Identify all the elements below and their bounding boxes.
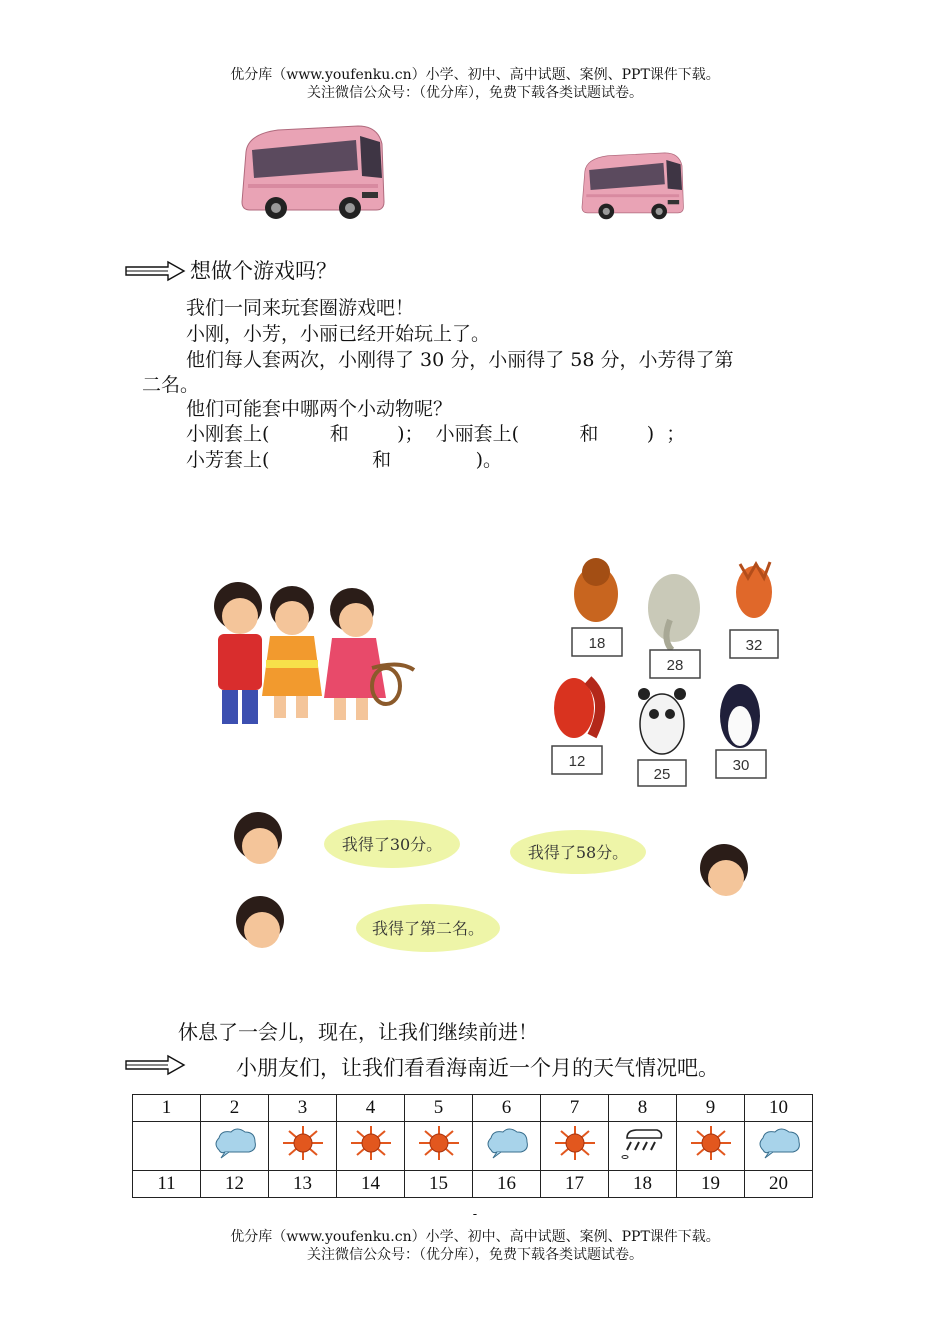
page-header-line1: 优分库（www.youfenku.cn）小学、初中、高中试题、案例、PPT课件下载。 — [230, 67, 720, 83]
weather-cell-empty — [133, 1122, 201, 1171]
squirrel-figure — [554, 678, 600, 738]
sun-icon — [551, 1124, 599, 1162]
answer-line-1: 小刚套上( 和 )； 小丽套上( 和 ) ； — [186, 423, 686, 445]
speech-text-1: 我得了30分。 — [341, 835, 443, 854]
score-label-dog: 18 — [588, 635, 606, 652]
rest-sentence: 休息了一会儿，现在，让我们继续前进！ — [178, 1020, 538, 1044]
day-cell: 15 — [405, 1171, 473, 1198]
sun-icon — [687, 1124, 735, 1162]
score-label-elephant: 28 — [666, 657, 684, 674]
weather-table — [132, 1094, 813, 1198]
day-cell: 6 — [473, 1095, 541, 1122]
day-cell: 10 — [745, 1095, 813, 1122]
day-cell: 19 — [677, 1171, 745, 1198]
weather-row-days-1-10 — [133, 1095, 813, 1122]
sun-icon — [347, 1124, 395, 1162]
cloud-icon — [483, 1124, 531, 1162]
game-paragraph-3: 他们每人套两次，小刚得了 30 分，小丽得了 58 分，小芳得了第 — [186, 349, 734, 371]
child-boy-figure — [214, 582, 262, 724]
answer-line-2: 小芳套上( 和 )。 — [186, 449, 503, 471]
day-cell: 2 — [201, 1095, 269, 1122]
game-paragraph-2: 小刚，小芳，小丽已经开始玩上了。 — [186, 323, 491, 345]
day-cell: 9 — [677, 1095, 745, 1122]
dog-figure — [574, 558, 618, 622]
day-cell: 12 — [201, 1171, 269, 1198]
page-footer-line2: 关注微信公众号：（优分库），免费下载各类试题试卷。 — [307, 1247, 643, 1263]
day-cell: 3 — [269, 1095, 337, 1122]
score-label-fox: 32 — [745, 637, 763, 654]
day-cell: 1 — [133, 1095, 201, 1122]
day-cell: 18 — [609, 1171, 677, 1198]
day-cell: 5 — [405, 1095, 473, 1122]
day-cell: 4 — [337, 1095, 405, 1122]
day-cell: 8 — [609, 1095, 677, 1122]
speech-text-2: 我得了58分。 — [527, 843, 629, 862]
page-footer-dash: - — [472, 1207, 478, 1222]
sun-icon — [279, 1124, 327, 1162]
ring-toss-illustration — [200, 500, 800, 980]
day-cell: 7 — [541, 1095, 609, 1122]
speech-text-3: 我得了第二名。 — [371, 919, 485, 938]
boy-head-figure — [234, 812, 282, 864]
day-cell: 11 — [133, 1171, 201, 1198]
game-paragraph-3-cont: 二名。 — [142, 374, 200, 396]
weather-heading: 小朋友们，让我们看看海南近一个月的天气情况吧。 — [236, 1056, 719, 1080]
bus-illustration-large — [238, 122, 386, 220]
rain-icon — [619, 1124, 667, 1162]
right-arrow-icon-2 — [124, 1054, 186, 1076]
weather-row-days-11-20 — [133, 1171, 813, 1198]
score-label-penguin: 30 — [732, 757, 750, 774]
penguin-figure — [720, 684, 760, 748]
cloud-icon — [755, 1124, 803, 1162]
page-footer-line1: 优分库（www.youfenku.cn）小学、初中、高中试题、案例、PPT课件下载。 — [230, 1229, 720, 1245]
right-arrow-icon — [124, 260, 186, 282]
bus-illustration-small — [578, 150, 686, 220]
girl-head-figure-left — [236, 896, 284, 948]
cloud-icon — [211, 1124, 259, 1162]
day-cell: 13 — [269, 1171, 337, 1198]
score-label-squirrel: 12 — [568, 753, 586, 770]
score-label-panda: 25 — [653, 766, 671, 783]
game-heading: 想做个游戏吗？ — [190, 259, 337, 283]
child-girl-figure-2 — [324, 588, 414, 720]
sun-icon — [415, 1124, 463, 1162]
day-cell: 20 — [745, 1171, 813, 1198]
game-paragraph-1: 我们一同来玩套圈游戏吧！ — [186, 297, 415, 319]
day-cell: 14 — [337, 1171, 405, 1198]
day-cell: 16 — [473, 1171, 541, 1198]
girl-head-figure-right — [700, 844, 748, 896]
page-header-line2: 关注微信公众号：（优分库），免费下载各类试题试卷。 — [307, 85, 643, 101]
fox-figure — [736, 562, 772, 618]
child-girl-figure-1 — [262, 586, 322, 718]
day-cell: 17 — [541, 1171, 609, 1198]
game-question: 他们可能套中哪两个小动物呢？ — [186, 398, 453, 420]
weather-row-icons — [133, 1122, 813, 1171]
panda-figure — [638, 688, 686, 754]
elephant-figure — [648, 574, 700, 650]
